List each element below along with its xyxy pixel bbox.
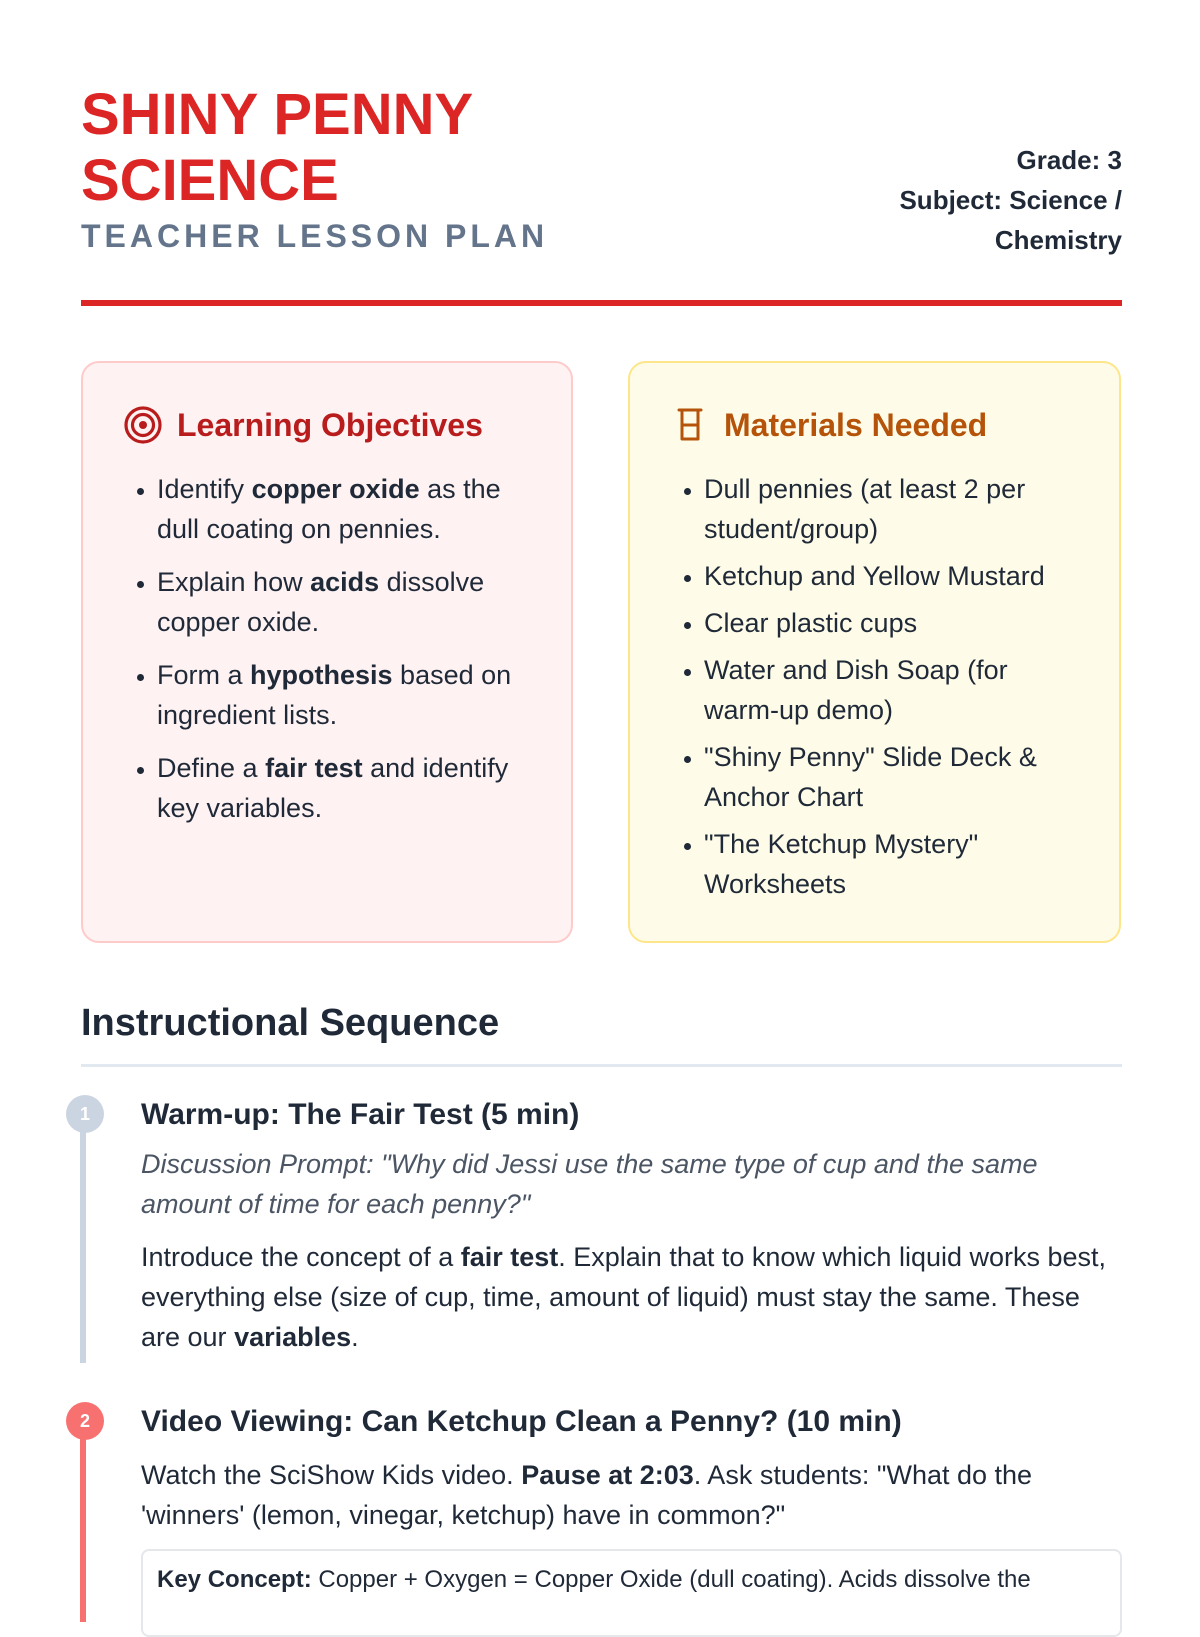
objective-item: • Identify copper oxide as the dull coating on pennies. <box>157 469 533 549</box>
material-item: • Dull pennies (at least 2 per student/group) <box>704 469 1081 549</box>
materials-header <box>670 403 1081 447</box>
objective-item: • Form a hypothesis based on ingredient lists. <box>157 655 533 735</box>
objective-item: • Explain how acids dissolve copper oxide. <box>157 562 533 642</box>
materials-list <box>670 469 1081 904</box>
sequence-step-2 <box>66 1402 1122 1600</box>
step-1-body <box>141 1095 1122 1357</box>
material-item: • Water and Dish Soap (for warm-up demo) <box>704 650 1081 730</box>
material-item: • Ketchup and Yellow Mustard <box>704 556 1081 596</box>
objectives-list <box>123 469 533 828</box>
subject-label-line-2: Chemistry <box>994 225 1122 255</box>
key-concept-label: Key Concept: <box>157 1566 312 1593</box>
objective-item: • Define a fair test and identify key variables. <box>157 748 533 828</box>
header <box>81 82 1122 310</box>
material-item: • Clear plastic cups <box>704 603 1081 643</box>
grade-label: Grade: 3 <box>1016 145 1122 175</box>
sequence-divider <box>81 1064 1122 1067</box>
step-2-description: Watch the SciShow Kids video. Pause at 2:03. Ask students: "What do the 'winners' (lemon, vinegar, ketchup) have in common?" <box>141 1460 1033 1530</box>
subject-label-line-1: Subject: Science / <box>899 185 1122 215</box>
materials-title: Materials Needed <box>724 406 988 443</box>
sequence-step-1 <box>66 1095 1122 1365</box>
sequence-title: Instructional Sequence <box>81 1002 500 1044</box>
header-divider <box>81 300 1122 306</box>
title-line-1: SHINY PENNY <box>81 82 474 147</box>
step-1-timeline-line <box>80 1115 86 1363</box>
step-1-title: Warm-up: The Fair Test (5 min) <box>141 1098 580 1131</box>
materials-card <box>628 361 1121 943</box>
objectives-header <box>123 403 533 447</box>
beaker-icon <box>670 405 710 445</box>
step-1-description: Introduce the concept of a fair test. Explain that to know which liquid works best, everything else (size of cup, time, amount of liquid) must stay the same. These are our variables. <box>141 1242 1107 1352</box>
lesson-meta <box>822 140 1122 260</box>
title-line-2: SCIENCE <box>81 148 339 213</box>
step-1-discussion-prompt: Discussion Prompt: "Why did Jessi use the same type of cup and the same amount of time for each penny?" <box>141 1149 1038 1219</box>
page-subtitle: TEACHER LESSON PLAN <box>81 218 549 254</box>
step-2-number-badge: 2 <box>66 1402 104 1440</box>
step-2-timeline-line <box>80 1422 86 1622</box>
material-item: • "The Ketchup Mystery" Worksheets <box>704 824 1081 904</box>
objectives-card <box>81 361 573 943</box>
target-icon <box>123 405 163 445</box>
step-2-title: Video Viewing: Can Ketchup Clean a Penny? (10 min) <box>141 1405 902 1438</box>
objectives-title: Learning Objectives <box>177 406 483 443</box>
step-1-number-badge: 1 <box>66 1095 104 1133</box>
key-concept-box <box>141 1549 1122 1637</box>
key-concept-text: Copper + Oxygen = Copper Oxide (dull coating). Acids dissolve the <box>311 1566 1031 1593</box>
material-item: • "Shiny Penny" Slide Deck & Anchor Chart <box>704 737 1081 817</box>
step-2-body <box>141 1402 1122 1637</box>
